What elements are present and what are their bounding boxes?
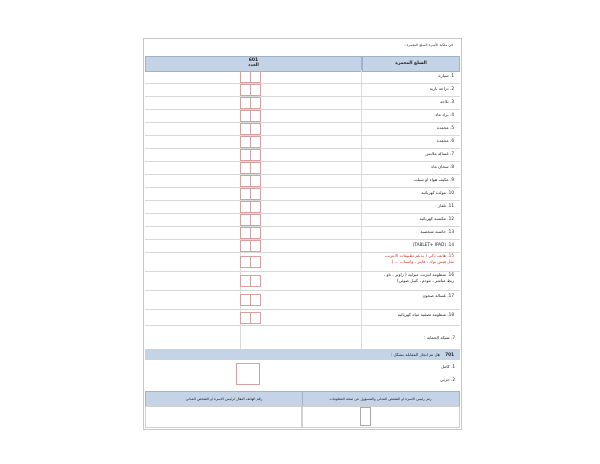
item-label: 4. براد ماء: [435, 112, 454, 117]
item-label: 3. ثلاجة: [440, 99, 454, 104]
item-label: 14. (TABLET+ IPAD): [412, 242, 454, 247]
item-row: [145, 309, 460, 326]
count-box-2[interactable]: [250, 123, 261, 135]
count-box-2[interactable]: [250, 312, 261, 324]
count-box-2[interactable]: [250, 84, 261, 96]
phone-field[interactable]: [145, 406, 303, 428]
item-row: [145, 200, 460, 214]
answer-partial[interactable]: 2. جزئي: [440, 377, 455, 382]
question-701: [145, 349, 460, 360]
item-label: 16. منظومة انترنت منزلية ( راوتر ، ناو ، ربط مباشر ، مودم ، كيبل ضوئي): [383, 272, 454, 283]
intro-text: في ملكية الأسرة السلع المعمرة :: [404, 43, 453, 47]
header-code: 601: [248, 58, 259, 63]
survey-sheet: [143, 38, 462, 430]
item-row: [145, 226, 460, 240]
count-box-2[interactable]: [250, 149, 261, 161]
item-row: [145, 252, 460, 272]
count-box-2[interactable]: [250, 275, 261, 287]
count-box-2[interactable]: [250, 175, 261, 187]
item-row: [145, 148, 460, 162]
count-box-2[interactable]: [250, 136, 261, 148]
item-label: 12. مكنسة كهربائية: [419, 216, 454, 221]
section-7-title: 7. شبكة الحماية :: [424, 335, 455, 340]
item-label: 17. غسالة صحون: [422, 293, 454, 298]
item-label: 15. هاتف ذكي ( يدعم تطبيقات الانترنت مثل فيس بوك ، فايبر ، واتساب ....): [384, 253, 454, 264]
item-label: 7. غسالة ملابس: [425, 151, 454, 156]
count-box-2[interactable]: [250, 256, 261, 268]
item-row: [145, 96, 460, 110]
count-box-2[interactable]: [250, 110, 261, 122]
count-box-2[interactable]: [250, 71, 261, 83]
answer-box[interactable]: [236, 363, 260, 385]
count-box-2[interactable]: [250, 97, 261, 109]
item-row: [145, 109, 460, 123]
item-label: 5. مجمدة: [436, 125, 454, 130]
item-label: 11. تلفاز: [438, 203, 454, 208]
count-box-2[interactable]: [250, 227, 261, 239]
item-label: 18. منظومة تصفية مياه كهربائية: [397, 312, 454, 317]
item-label: 1. سيارة: [438, 73, 454, 78]
count-box-2[interactable]: [250, 162, 261, 174]
item-label: 13. حاسبة شخصية: [420, 229, 454, 234]
item-row: [145, 161, 460, 175]
item-row: [145, 187, 460, 201]
item-row: [145, 213, 460, 227]
header-item-column: السلع المعمرة: [362, 56, 460, 72]
signature-box[interactable]: [360, 407, 371, 426]
item-label: 9. مكيف هواء او سبلت: [413, 177, 454, 182]
signature-header-right: رمز رئيس الاسرة او الشخص المدلي والمسؤول عن صحة المعلومات: [301, 391, 460, 407]
count-box-2[interactable]: [250, 201, 261, 213]
item-label: 2. دراجة نارية: [429, 86, 454, 91]
question-code: 701: [445, 352, 454, 357]
item-row: [145, 290, 460, 310]
item-label: 6. مجمدة: [436, 138, 454, 143]
question-text: هل تم انجاز المقابلة بشكل :: [390, 352, 440, 357]
item-row: [145, 122, 460, 136]
item-row: [145, 135, 460, 149]
item-row: [145, 271, 460, 291]
item-row: [145, 83, 460, 97]
item-label: 10. مولدة كهربائية: [421, 190, 454, 195]
header-count-label: العدد: [248, 63, 259, 68]
count-box-2[interactable]: [250, 294, 261, 306]
signature-header-left: رقم الهاتف النقال لرئيس الاسرة او الشخص المدلي: [145, 391, 303, 407]
item-label: 8. سخان ماء: [431, 164, 454, 169]
item-row: [145, 174, 460, 188]
count-box-2[interactable]: [250, 214, 261, 226]
answer-complete[interactable]: 1. كامل: [440, 364, 455, 369]
item-row: [145, 70, 460, 84]
count-box-2[interactable]: [250, 240, 261, 252]
count-box-2[interactable]: [250, 188, 261, 200]
item-row: [145, 239, 460, 253]
signature-field[interactable]: [301, 406, 460, 428]
